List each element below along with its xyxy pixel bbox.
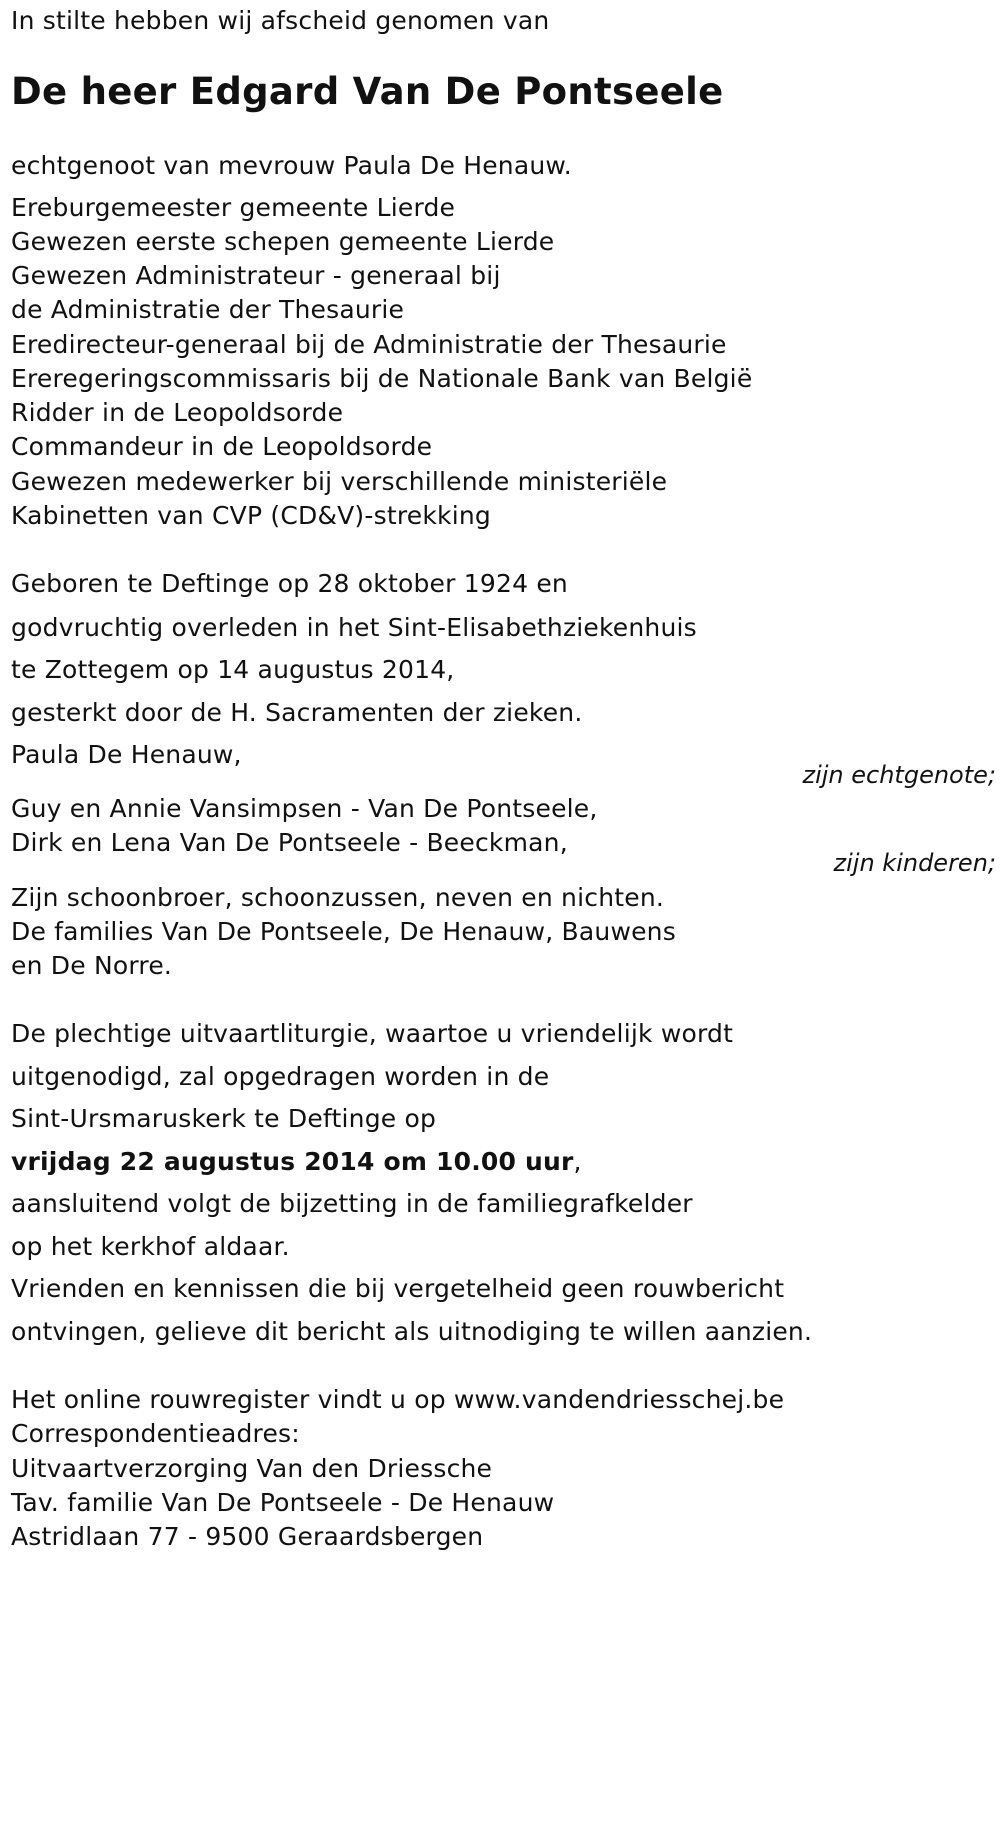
funeral-line: aansluitend volgt de bijzetting in de familiegrafkelder bbox=[11, 1189, 693, 1218]
title-line: Kabinetten van CVP (CD&V)-strekking bbox=[11, 501, 491, 530]
birth-death-line: Geboren te Deftinge op 28 oktober 1924 en bbox=[11, 569, 568, 598]
contact-line: Het online rouwregister vindt u op www.vandendriesschej.be bbox=[11, 1385, 785, 1414]
funeral-line: Vrienden en kennissen die bij vergetelheid geen rouwbericht bbox=[11, 1274, 785, 1303]
child-line: Guy en Annie Vansimpsen - Van De Pontseele, bbox=[11, 794, 598, 823]
title-line: Gewezen medewerker bij verschillende ministeriële bbox=[11, 467, 668, 496]
contact-line: Astridlaan 77 - 9500 Geraardsbergen bbox=[11, 1522, 484, 1551]
title-line: Ereregeringscommissaris bij de Nationale Bank van België bbox=[11, 364, 753, 393]
birth-death-line: godvruchtig overleden in het Sint-Elisabethziekenhuis bbox=[11, 613, 697, 642]
funeral-date: vrijdag 22 augustus 2014 om 10.00 uur bbox=[11, 1147, 574, 1176]
funeral-date-line bbox=[11, 1147, 582, 1177]
spouse-line: echtgenoot van mevrouw Paula De Henauw. bbox=[11, 151, 572, 180]
family-line: en De Norre. bbox=[11, 951, 173, 980]
spouse-name: Paula De Henauw, bbox=[11, 740, 242, 769]
title-line: Gewezen Administrateur - generaal bij bbox=[11, 261, 501, 290]
contact-line: Correspondentieadres: bbox=[11, 1419, 300, 1448]
title-line: Commandeur in de Leopoldsorde bbox=[11, 432, 433, 461]
contact-line: Tav. familie Van De Pontseele - De Henauw bbox=[11, 1488, 555, 1517]
funeral-date-suffix: , bbox=[573, 1147, 582, 1176]
funeral-line: uitgenodigd, zal opgedragen worden in de bbox=[11, 1062, 550, 1091]
funeral-line: ontvingen, gelieve dit bericht als uitnodiging te willen aanzien. bbox=[11, 1317, 813, 1346]
contact-line: Uitvaartverzorging Van den Driessche bbox=[11, 1454, 493, 1483]
intro-text: In stilte hebben wij afscheid genomen van bbox=[11, 6, 550, 35]
title-line: Eredirecteur-generaal bij de Administratie der Thesaurie bbox=[11, 330, 727, 359]
title-line: Ridder in de Leopoldsorde bbox=[11, 398, 344, 427]
funeral-line: op het kerkhof aldaar. bbox=[11, 1232, 290, 1261]
title-line: Gewezen eerste schepen gemeente Lierde bbox=[11, 227, 555, 256]
birth-death-line: te Zottegem op 14 augustus 2014, bbox=[11, 655, 455, 684]
child-line: Dirk en Lena Van De Pontseele - Beeckman, bbox=[11, 828, 568, 857]
funeral-line: Sint-Ursmaruskerk te Deftinge op bbox=[11, 1104, 437, 1133]
family-line: Zijn schoonbroer, schoonzussen, neven en nichten. bbox=[11, 883, 665, 912]
title-line: de Administratie der Thesaurie bbox=[11, 295, 405, 324]
deceased-name: De heer Edgard Van De Pontseele bbox=[11, 70, 724, 113]
children-role: zijn kinderen; bbox=[833, 849, 996, 877]
funeral-line: De plechtige uitvaartliturgie, waartoe u vriendelijk wordt bbox=[11, 1019, 734, 1048]
title-line: Ereburgemeester gemeente Lierde bbox=[11, 193, 456, 222]
family-line: De families Van De Pontseele, De Henauw, Bauwens bbox=[11, 917, 676, 946]
birth-death-line: gesterkt door de H. Sacramenten der zieken. bbox=[11, 698, 583, 727]
spouse-role: zijn echtgenote; bbox=[802, 761, 996, 789]
